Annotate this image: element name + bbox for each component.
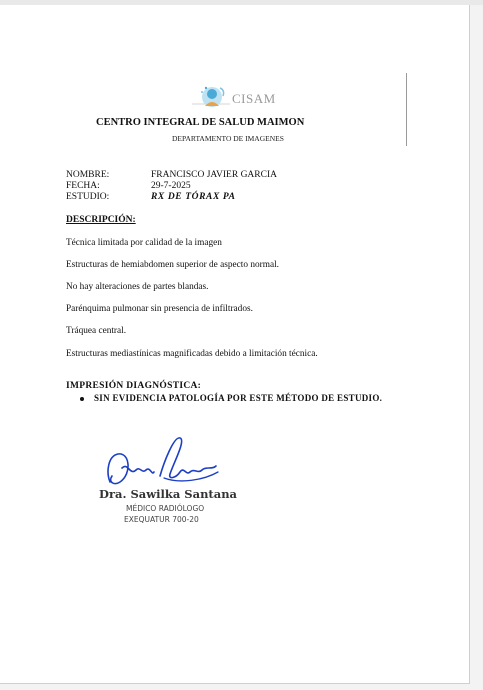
description-paragraph: Tráquea central. xyxy=(66,326,127,336)
department-name: DEPARTAMENTO DE IMAGENES xyxy=(172,134,284,143)
bullet-icon xyxy=(80,397,84,401)
name-value: FRANCISCO JAVIER GARCIA xyxy=(151,170,277,180)
impression-item-text: SIN EVIDENCIA PATOLOGÍA POR ESTE MÉTODO DE ESTUDIO. xyxy=(94,393,383,403)
description-paragraph: Estructuras mediastínicas magnificadas debido a limitación técnica. xyxy=(66,349,318,359)
study-label: ESTUDIO: xyxy=(66,192,110,202)
description-paragraph: Parénquima pulmonar sin presencia de infiltrados. xyxy=(66,304,253,314)
signatory-title: MÉDICO RADIÓLOGO xyxy=(126,504,205,513)
impression-heading: IMPRESIÓN DIAGNÓSTICA: xyxy=(66,381,202,391)
impression-item xyxy=(80,393,382,403)
description-paragraph: No hay alteraciones de partes blandas. xyxy=(66,282,209,292)
logo-text: CISAM xyxy=(232,91,276,106)
impression-list xyxy=(80,393,382,403)
header-divider-line xyxy=(406,73,407,146)
signatory-license: EXEQUATUR 700-20 xyxy=(124,515,199,524)
date-value: 29-7-2025 xyxy=(151,181,191,191)
description-paragraph: Estructuras de hemiabdomen superior de aspecto normal. xyxy=(66,260,279,270)
name-label: NOMBRE: xyxy=(66,170,110,180)
description-heading: DESCRIPCIÓN: xyxy=(66,215,136,225)
organization-name: CENTRO INTEGRAL DE SALUD MAIMON xyxy=(96,117,305,128)
date-label: FECHA: xyxy=(66,181,100,191)
handwritten-signature-icon xyxy=(100,432,225,494)
page-bottom-gutter xyxy=(0,684,483,690)
signatory-name: Dra. Sawilka Santana xyxy=(99,487,237,501)
description-paragraph: Técnica limitada por calidad de la imagen xyxy=(66,238,222,248)
study-value: RX DE TÓRAX PA xyxy=(151,192,236,202)
scrollbar-track[interactable] xyxy=(470,5,483,690)
